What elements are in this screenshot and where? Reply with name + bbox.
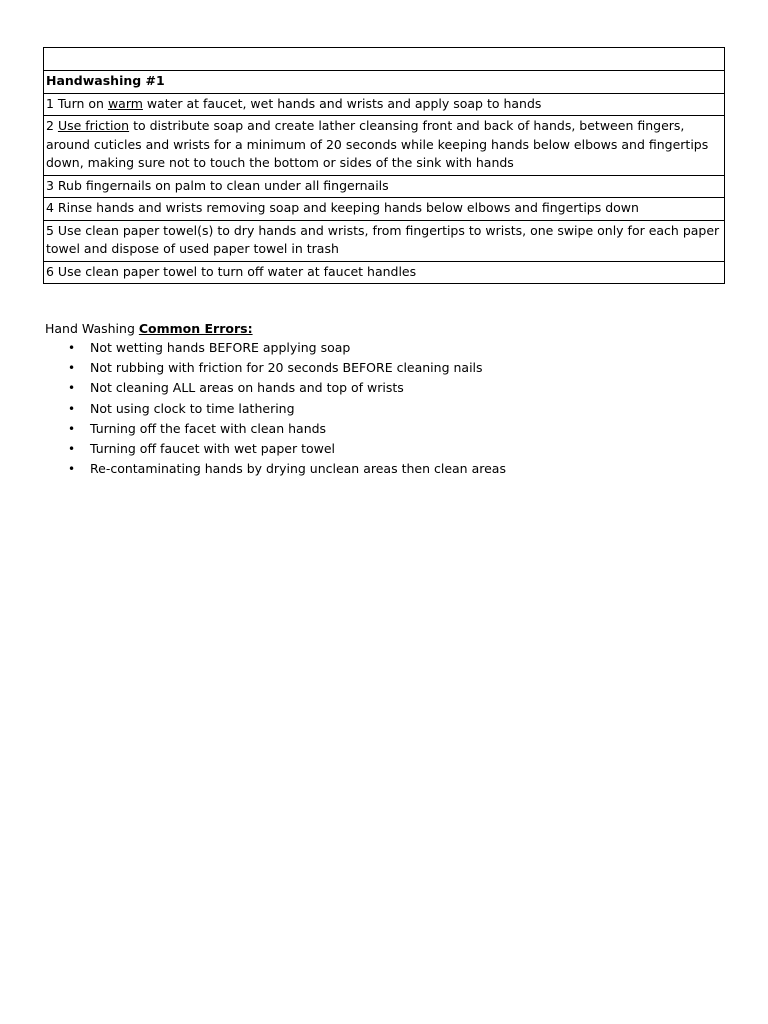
table-row	[44, 261, 725, 284]
bullet-icon: •	[68, 462, 76, 477]
step-underlined-text: Use friction	[57, 118, 130, 133]
step-underlined-text: warm	[107, 95, 143, 111]
step-cell	[44, 175, 725, 198]
table-row	[44, 220, 725, 261]
list-item-text: Not using clock to time lathering	[90, 400, 295, 416]
step-text: 1 Turn on	[46, 95, 108, 111]
table-heading: Handwashing #1	[44, 71, 725, 94]
list-item-text: Turning off faucet with wet paper towel	[90, 441, 336, 457]
list-item	[45, 459, 725, 479]
step-cell	[44, 93, 725, 116]
handwashing-steps-table	[43, 47, 725, 284]
list-item	[45, 399, 725, 419]
common-errors-list	[45, 338, 725, 479]
list-item	[45, 358, 725, 378]
bullet-icon: •	[68, 421, 76, 436]
common-errors-section	[45, 320, 725, 479]
table-row	[44, 116, 725, 176]
step-text: to distribute soap and create lather cleansing front and back of hands, between fingers, around cuticles and wrists for a minimum of 20 seconds while keeping hands below elbows and fingertips down, making sure not to touch the bottom or sides of the sink with hands	[46, 118, 709, 170]
step-text: 4 Rinse hands and wrists removing soap and keeping hands below elbows and fingertips down	[46, 200, 639, 215]
step-text: 6 Use clean paper towel to turn off water at faucet handles	[46, 263, 417, 279]
list-item-text: Turning off the facet with clean hands	[90, 420, 327, 436]
step-cell	[44, 261, 725, 284]
bullet-icon: •	[68, 341, 76, 355]
errors-label-emphasis: Common Errors:	[138, 321, 253, 336]
step-text: water at faucet, wet hands and wrists and apply soap to hands	[142, 95, 542, 111]
bullet-icon: •	[68, 381, 76, 396]
bullet-icon: •	[68, 361, 76, 376]
list-item	[45, 439, 725, 459]
bullet-icon: •	[68, 401, 76, 416]
list-item	[45, 338, 725, 358]
step-text: 5 Use clean paper towel(s) to dry hands and wrists, from fingertips to wrists, one swipe only for each paper towel and dispose of used paper towel in trash	[46, 222, 720, 256]
list-item-text: Re-contaminating hands by drying unclean areas then clean areas	[90, 461, 506, 477]
table-row	[44, 93, 725, 116]
table-empty-cell	[44, 48, 725, 71]
step-cell	[44, 116, 725, 176]
step-cell	[44, 198, 725, 221]
bullet-icon: •	[68, 442, 76, 457]
step-cell	[44, 220, 725, 261]
common-errors-title	[45, 320, 725, 338]
list-item	[45, 419, 725, 439]
step-text: 2	[46, 118, 58, 133]
errors-label: Hand Washing	[45, 321, 139, 336]
list-item-text: Not rubbing with friction for 20 seconds BEFORE cleaning nails	[90, 360, 483, 376]
list-item	[45, 378, 725, 398]
table-row	[44, 175, 725, 198]
list-item-text: Not cleaning ALL areas on hands and top of wrists	[90, 380, 404, 396]
list-item-text: Not wetting hands BEFORE applying soap	[90, 340, 351, 355]
step-text: 3 Rub fingernails on palm to clean under all fingernails	[46, 177, 389, 193]
table-row	[44, 198, 725, 221]
table-empty-row	[44, 48, 725, 71]
table-heading-row	[44, 71, 725, 94]
